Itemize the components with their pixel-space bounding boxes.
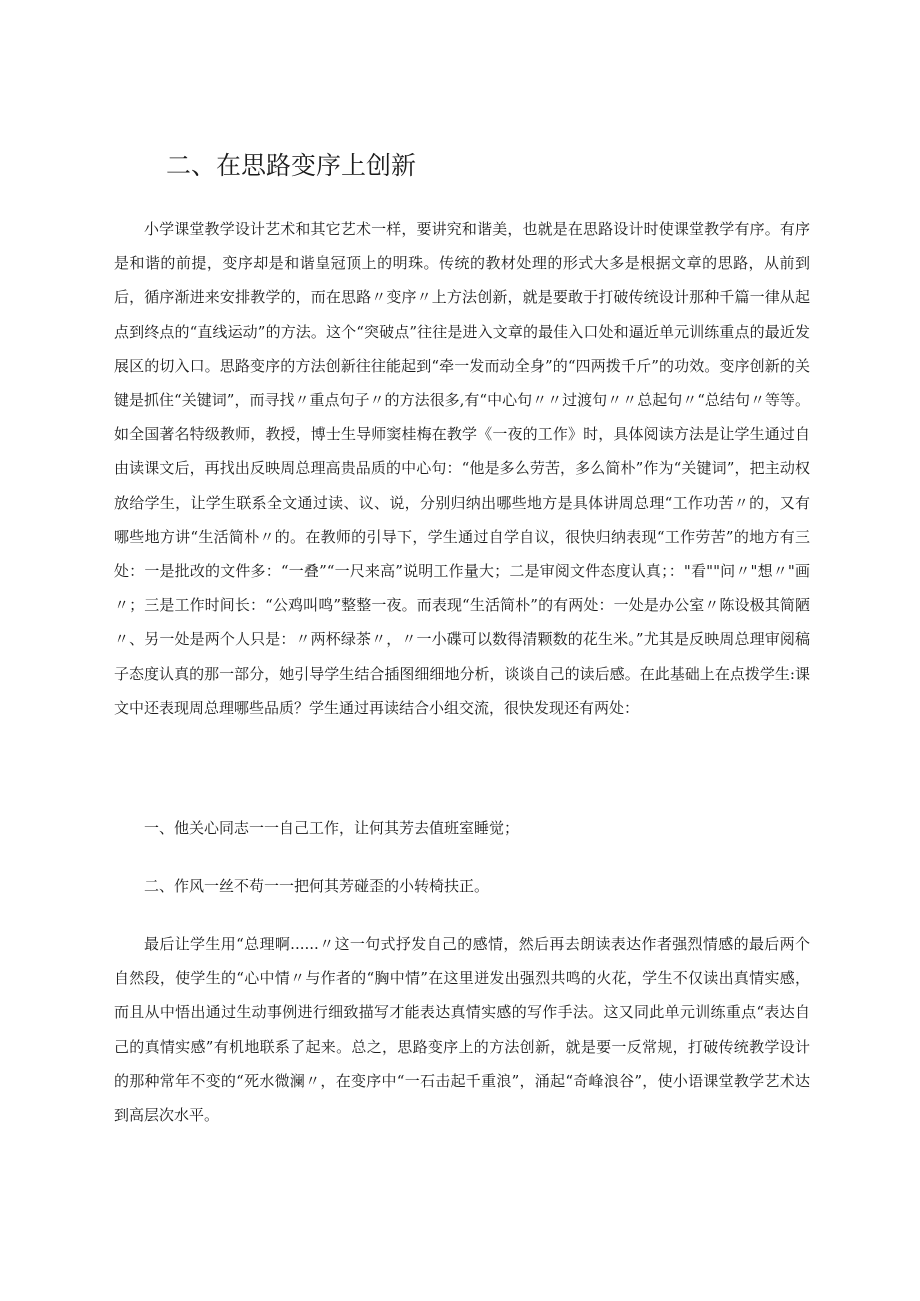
body-paragraph: 最后让学生用“总理啊......〃这一句式抒发自己的感情，然后再去朗读表达作者强烈情感的最后两个自然段，使学生的“心中情〃与作者的“胸中情”在这里迸发出强烈共鸣的火花，学生不仅读出真情实感，而且从中悟出通过生动事例进行细致描写才能表达真情实感的写作手法。这又同此单元训练重点“表达自己的真情实感”有机地联系了起来。总之，思路变序上的方法创新，就是要一反常规，打破传统教学设计的那种常年不变的“死水微澜〃，在变序中“一石击起千重浪”，涌起“奇峰浪谷”，使小语课堂教学艺术达到高层次水平。	[114, 935, 810, 1125]
body-paragraph: 小学课堂教学设计艺术和其它艺术一样，要讲究和谐美，也就是在思路设计时使课堂教学有序。有序是和谐的前提，变序却是和谐皇冠顶上的明珠。传统的教材处理的形式大多是根据文章的思路，从前到后，循序渐进来安排教学的，而在思路〃变序〃上方法创新，就是要敢于打破传统设计那种千篇一律从起点到终点的“直线运动”的方法。这个“突破点”往往是进入文章的最佳入口处和逼近单元训练重点的最近发展区的切入口。思路变序的方法创新往往能起到“牵一发而动全身”的“四两拨千斤”的功效。变序创新的关键是抓住“关键词”，而寻找〃重点句子〃的方法很多,有“中心句〃〃过渡句〃〃总起句〃“总结句〃等等。如全国著名特级教师，教授，博士生导师窦桂梅在教学《一夜的工作》时，具体阅读方法是让学生通过自由读课文后，再找出反映周总理高贵品质的中心句：“他是多么劳苦，多么简朴”作为“关键词”，把主动权放给学生，让学生联系全文通过读、议、说，分别归纳出哪些地方是具体讲周总理“工作功苦〃的，又有哪些地方讲“生活简朴〃的。在教师的引导下，学生通过自学自议，很快归纳表现“工作劳苦”的地方有三处：一是批改的文件多：“一叠”“一尺来高”说明工作量大；二是审阅文件态度认真；："看""问〃"想〃"画〃；三是工作时间长：“公鸡叫鸣”整整一夜。而表现“生活简朴”的有两处：一处是办公室〃陈设极其简陋〃、另一处是两个人只是：〃两杯绿茶〃，〃一小碟可以数得清颗数的花生米。”尤其是反映周总理审阅稿子态度认真的那一部分，她引导学生结合插图细细地分析，谈谈自己的读后感。在此基础上在点拨学生:课文中还表现周总理哪些品质？学生通过再读结合小组交流，很快发现还有两处：	[114, 220, 810, 717]
list-item: 一、他关心同志一一自己工作，让何其芳去值班室睡觉；	[144, 819, 520, 837]
section-heading: 二、在思路变序上创新	[166, 151, 417, 180]
list-item: 二、作风一丝不苟一一把何其芳碰歪的小转椅扶正。	[144, 877, 490, 895]
